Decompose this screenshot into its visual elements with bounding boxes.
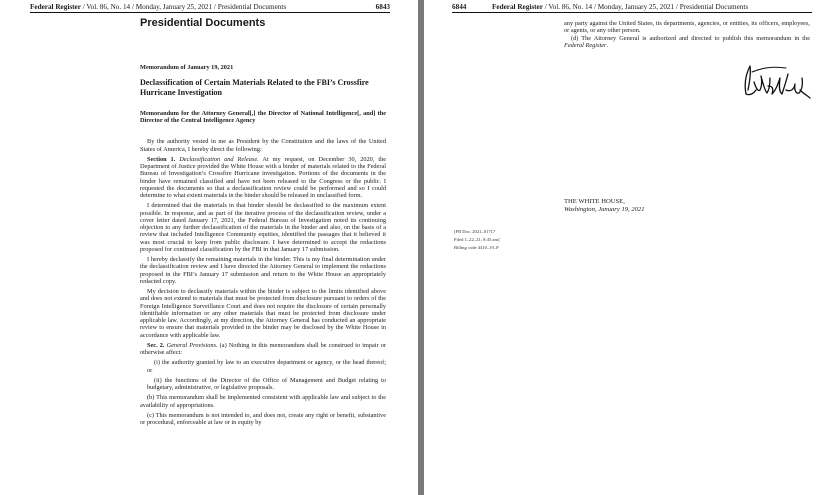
paragraph-limits: My decision to declassify materials within the binder is subject to the limits identified above and does not extend to materials that must be protected from disclosure pursuant to orders of the Foreign Intelligence Surveillance Court and does not require the disclosure of certain personally identifiable information or any other materials that must be protected from disclosure under applicable law. Accordingly, at my direction, the Attorney General has conducted an appropriate review to ensure that materials provided in the binder may be disclosed by the White House in accordance with applicable law. (140, 288, 386, 339)
section-1 (140, 156, 386, 200)
section-2-a-ii: (ii) the functions of the Director of the Office of Management and Budget relating to budgetary, administrative, or legislative proposals. (147, 376, 386, 392)
section-2-heading: General Provisions. (166, 341, 218, 349)
signature-block (564, 198, 645, 214)
header-rule (452, 12, 812, 13)
section-1-heading: Declassification and Release. (179, 155, 259, 163)
memo-addressees: Memorandum for the Attorney General[,] the Director of National Intelligence[, and] the Director of the Central Intelligence Agency (140, 109, 386, 125)
journal-name: Federal Register (492, 3, 543, 11)
intro-paragraph: By the authority vested in me as President by the Constitution and the laws of the United States of America, I hereby direct the following: (140, 138, 386, 153)
memo-title: Declassification of Certain Materials Related to the FBI’s Crossfire Hurricane Investigation (140, 78, 369, 97)
section-2-c-continued: any party against the United States, its departments, agencies, or entities, its officers, employees, or agents, or any other person. (564, 20, 810, 35)
memo-body-continued (564, 20, 810, 49)
section-2-d-journal: Federal Register (564, 41, 607, 49)
billing-code: Billing code 4410–19–P (454, 245, 499, 250)
section-1-label: Section 1. (147, 155, 176, 163)
paragraph-declassify: I hereby declassify the remaining materials in the binder. This is my final determination under the declassification review and I have directed the Attorney General to implement the redactions proposed in the FBI’s January 17 submission and return to the White House an appropriately redacted copy. (140, 256, 386, 285)
presidential-signature (742, 60, 812, 110)
header-details: / Vol. 86, No. 14 / Monday, January 25, 2021 / Presidential Documents (80, 3, 287, 11)
paragraph-determination: I determined that the materials in that binder should be declassified to the maximum extent possible. In response, and as part of the iterative process of the declassification review, under a cover letter dated January 17, 2021, the Federal Bureau of Investigation noted its continuing objection to any further declassification of the materials in the binder and also, on the basis of a review that included Intelligence Community equities, identified the passages that it believed it was most crucial to keep from public disclosure. I have determined to accept the redactions proposed for continued classification by the FBI in that January 17 submission. (140, 202, 386, 253)
section-2-a-i: (i) the authority granted by law to an executive department or agency, or the head thereof; or (147, 359, 386, 374)
section-2-d-text: (d) The Attorney General is authorized and directed to publish this memorandum in the (571, 34, 810, 42)
running-header (452, 2, 812, 12)
section-1-text: At my request, on December 30, 2020, the Department of Justice provided the White House with a binder of materials related to the Federal Bureau of Investigation’s Crossfire Hurricane investigation. Portions of the documents in the binder have remained classified and have not been released to the Congress or the public. I requested the documents so that a declassification review could be performed and so I could determine to what extent materials in the binder should be released in unclassified form. (140, 155, 387, 200)
section-2-a: (a) Nothing in this memorandum shall be construed to impair or otherwise affect: (140, 341, 386, 357)
section-2-b: (b) This memorandum shall be implemented consistent with applicable law and subject to the availability of appropriations. (140, 394, 386, 409)
page-number: 6843 (375, 3, 390, 11)
section-title: Presidential Documents (140, 17, 266, 29)
white-house-line: THE WHITE HOUSE, (564, 198, 625, 205)
left-page (0, 0, 418, 495)
section-2-label: Sec. 2. (147, 341, 165, 349)
signed-date: Washington, January 19, 2021 (564, 206, 645, 213)
running-header (30, 2, 390, 12)
right-page (424, 0, 840, 495)
header-rule (30, 12, 390, 13)
section-2-d-end: . (606, 41, 609, 49)
page-number: 6844 (452, 3, 467, 11)
fr-doc-number: [FR Doc. 2021–01717 (454, 229, 496, 234)
section-2 (140, 342, 386, 357)
section-2-c: (c) This memorandum is not intended to, and does not, create any right or benefit, substantive or procedural, enforceable at law or in equity by (140, 411, 386, 427)
header-text (492, 2, 748, 12)
memo-body (140, 64, 386, 426)
journal-name: Federal Register (30, 3, 81, 11)
filed-date: Filed 1–22–21; 8:45 am] (454, 237, 500, 242)
filing-info (454, 228, 500, 252)
memo-date: Memorandum of January 19, 2021 (140, 64, 234, 71)
header-details: / Vol. 86, No. 14 / Monday, January 25, 2021 / Presidential Documents (542, 3, 749, 11)
section-2-d (564, 35, 810, 50)
